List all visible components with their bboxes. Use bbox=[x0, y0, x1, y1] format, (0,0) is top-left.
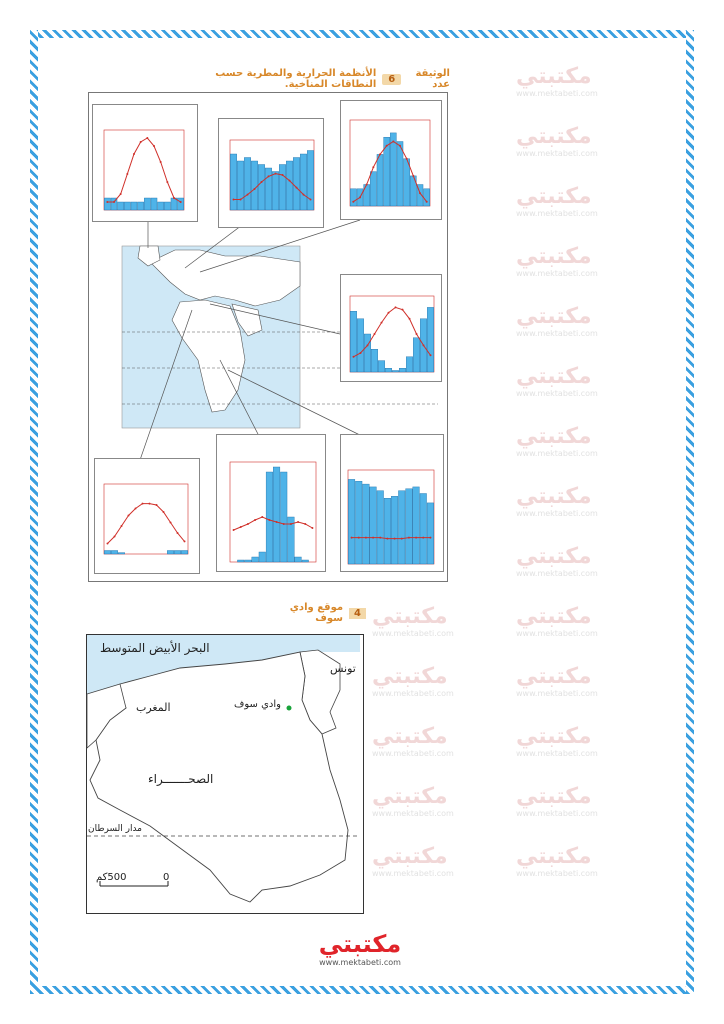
watermark: مكتبتي www.mektabeti.com bbox=[516, 844, 598, 878]
watermark: مكتبتي www.mektabeti.com bbox=[516, 664, 598, 698]
logo-text: مكتبتي bbox=[318, 930, 402, 958]
morocco-label: المغرب bbox=[136, 701, 171, 714]
section-number: 4 bbox=[349, 608, 366, 619]
watermark: مكتبتي www.mektabeti.com bbox=[372, 844, 454, 878]
watermark: مكتبتي www.mektabeti.com bbox=[516, 784, 598, 818]
watermark: مكتبتي www.mektabeti.com bbox=[516, 604, 598, 638]
watermark: مكتبتي www.mektabeti.com bbox=[372, 784, 454, 818]
watermark: مكتبتي www.mektabeti.com bbox=[516, 184, 598, 218]
tropic-label: مدار السرطان bbox=[88, 824, 143, 834]
logo-url: www.mektabeti.com bbox=[319, 958, 401, 967]
watermark: مكتبتي www.mektabeti.com bbox=[516, 64, 598, 98]
sahara-label: الصحـــــــراء bbox=[148, 772, 214, 786]
watermark: مكتبتي www.mektabeti.com bbox=[516, 304, 598, 338]
watermark: مكتبتي www.mektabeti.com bbox=[372, 664, 454, 698]
document-title: الأنظمة الحرارية والمطرية حسب النطاقات المناخية. bbox=[215, 68, 377, 90]
oued-souf-marker bbox=[287, 706, 292, 711]
scale-max-label: 500كم bbox=[96, 872, 127, 883]
watermark: مكتبتي www.mektabeti.com bbox=[372, 604, 454, 638]
document-label: الوثيقة عدد bbox=[415, 68, 450, 90]
section-title: موقع وادي سوف bbox=[289, 602, 344, 624]
sea-label: البحر الأبيض المتوسط bbox=[100, 641, 210, 655]
scale-zero-label: 0 bbox=[163, 872, 170, 883]
watermark: مكتبتي www.mektabeti.com bbox=[516, 544, 598, 578]
oued-souf-label: وادي سوف bbox=[234, 699, 281, 710]
watermark: مكتبتي www.mektabeti.com bbox=[516, 124, 598, 158]
watermark: مكتبتي www.mektabeti.com bbox=[516, 484, 598, 518]
watermark: مكتبتي www.mektabeti.com bbox=[516, 364, 598, 398]
document-number: 6 bbox=[382, 74, 401, 85]
watermark: مكتبتي www.mektabeti.com bbox=[516, 724, 598, 758]
watermark: مكتبتي www.mektabeti.com bbox=[516, 244, 598, 278]
tunisia-label: تونس bbox=[330, 662, 356, 675]
mektabeti-logo bbox=[300, 930, 420, 978]
watermark: مكتبتي www.mektabeti.com bbox=[372, 724, 454, 758]
watermark: مكتبتي www.mektabeti.com bbox=[516, 424, 598, 458]
